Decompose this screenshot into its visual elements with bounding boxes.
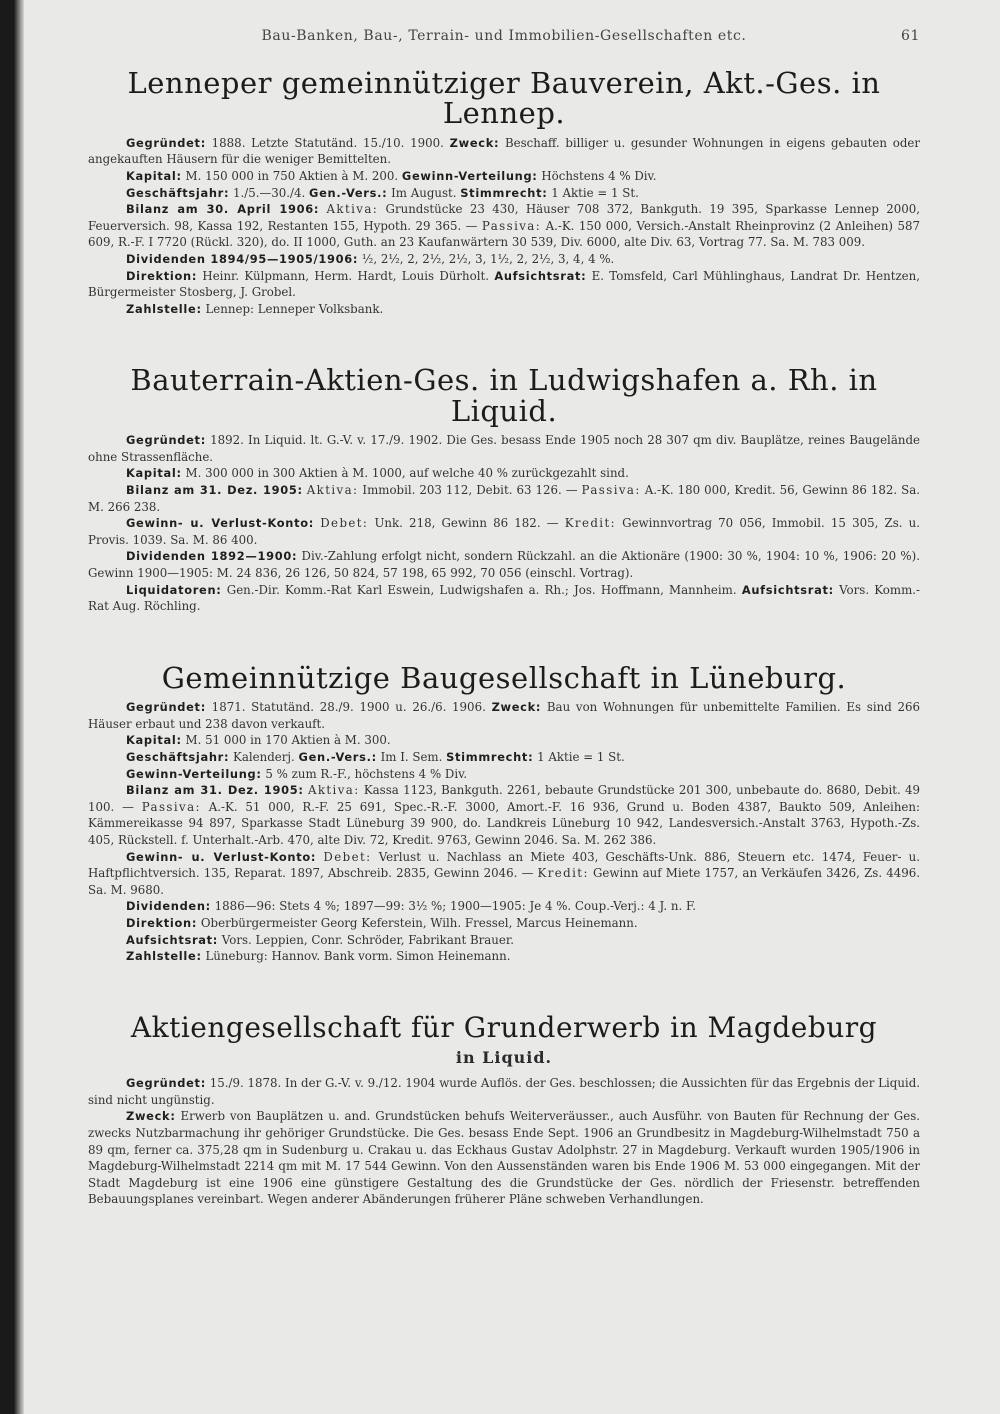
fiscal-year-text: Kalenderj. <box>229 750 299 765</box>
lueneburg-capital <box>88 732 920 749</box>
profit-loss-label: Gewinn- u. Verlust-Konto: <box>126 849 317 864</box>
founded-label: Gegründet: <box>126 1076 206 1091</box>
liabilities-text: A.-K. 51 000, R.-F. 25 691, Spec.-R.-F. 3000, Amort.-F. 16 936, Grund u. Boden 4387, Baukto 509, Anleihen: Kämmereikasse 94 897, Sparkasse Stadt Lüneburg 39 900, do. Landkreis Lüneburg 10 942, Landesversich.-Anstalt 3763, Hypoth.-Zs. 405, Rückstell. f. Unterhalt.-Arb. 470, alte Div. 72, Kredit. 9763, Gewinn 2046. Sa. M. 262 386. <box>88 799 920 847</box>
lueneburg-balance <box>88 782 920 848</box>
directors-text: Oberbürgermeister Georg Keferstein, Wilh. Fressel, Marcus Heinemann. <box>197 915 638 930</box>
voting-right-text: 1 Aktie = 1 St. <box>533 750 625 765</box>
general-meeting-label: Gen.-Vers.: <box>298 750 377 765</box>
fiscal-year-label: Geschäftsjahr: <box>126 185 230 200</box>
company-magdeburg <box>88 1010 920 1208</box>
ludwigshafen-dividends <box>88 548 920 581</box>
general-meeting-text: Im I. Sem. <box>376 750 447 765</box>
paying-agent-text: Lennep: Lenneper Volksbank. <box>201 301 384 316</box>
company-title-lennep: Lenneper gemeinnütziger Bauverein, Akt.-Ges. in Lennep. <box>127 66 881 131</box>
profit-loss-label: Gewinn- u. Verlust-Konto: <box>126 516 315 531</box>
page-number: 61 <box>900 28 920 44</box>
supervisory-board-text: Vors. Komm.-Rat Aug. Röchling. <box>88 582 920 614</box>
liabilities-word: Passiva: <box>581 483 641 498</box>
general-meeting-text: Im August. <box>387 185 461 200</box>
lennep-balance <box>88 201 920 251</box>
debit-word: Debet: <box>323 849 372 864</box>
supervisory-board-label: Aufsichtsrat: <box>494 268 587 283</box>
page-content <box>88 28 920 1256</box>
debit-text: Unk. 218, Gewinn 86 182. — <box>368 516 565 531</box>
liquidators-text: Gen.-Dir. Komm.-Rat Karl Eswein, Ludwigshafen a. Rh.; Jos. Hoffmann, Mannheim. <box>221 582 742 597</box>
paying-agent-text: Lüneburg: Hannov. Bank vorm. Simon Heinemann. <box>201 949 511 964</box>
assets-text: Grundstücke 23 430, Häuser 708 372, Bankguth. 19 395, Sparkasse Lennep 2000, Feuerversich. 98, Kassa 192, Restanten 155, Hypoth. 29 365. — <box>88 202 921 233</box>
balance-label: Bilanz am 30. April 1906: <box>126 202 320 217</box>
purpose-text: Beschaff. billiger u. gesunder Wohnungen in eigens gebauten oder angekauften Häusern für die weniger Bemittelten. <box>88 135 920 167</box>
lennep-fiscal-year <box>88 185 920 202</box>
balance-label: Bilanz am 31. Dez. 1905: <box>126 483 303 498</box>
directors-text: Heinr. Külpmann, Herm. Hardt, Louis Dürholt. <box>197 268 495 283</box>
ludwigshafen-capital <box>88 465 920 482</box>
company-lueneburg <box>88 660 921 965</box>
lueneburg-supervisory-board <box>88 932 920 949</box>
assets-word: Aktiva: <box>307 783 360 798</box>
purpose-label: Zweck: <box>449 135 500 150</box>
capital-text: M. 300 000 in 300 Aktien à M. 1000, auf welche 40 % zurückgezahlt sind. <box>181 466 629 481</box>
assets-word: Aktiva: <box>326 202 379 217</box>
general-meeting-label: Gen.-Vers.: <box>309 185 388 200</box>
dividends-text: 1886—96: Stets 4 %; 1897—99: 3½ %; 1900—1905: Je 4 %. Coup.-Verj.: 4 J. n. F. <box>210 899 697 914</box>
supervisory-board-text: Vors. Leppien, Conr. Schröder, Fabrikant Brauer. <box>218 932 514 947</box>
lueneburg-profit-distribution <box>88 766 920 783</box>
lennep-capital <box>88 168 920 185</box>
liquidators-label: Liquidatoren: <box>126 582 222 597</box>
profit-distribution-label: Gewinn-Verteilung: <box>126 766 262 781</box>
assets-word: Aktiva: <box>306 483 359 498</box>
magdeburg-purpose <box>88 1108 920 1208</box>
paying-agent-label: Zahlstelle: <box>126 949 202 964</box>
purpose-text: Bau von Wohnungen für unbemittelte Familien. Es sind 266 Häuser erbaut und 238 davon verkauft. <box>88 700 920 731</box>
capital-label: Kapital: <box>126 466 182 481</box>
profit-distribution-text: Höchstens 4 % Div. <box>537 169 657 184</box>
lueneburg-founded-purpose <box>88 699 920 732</box>
lennep-paying-agent <box>88 301 920 318</box>
page-binding-edge <box>0 0 24 1414</box>
supervisory-board-label: Aufsichtsrat: <box>126 932 219 947</box>
founded-text: 1892. In Liquid. lt. G.-V. v. 17./9. 1902. Die Ges. besass Ende 1905 noch 28 307 qm div. Bauplätze, reines Baugelände ohne Strassenfläche. <box>88 433 920 464</box>
directors-label: Direktion: <box>126 268 198 283</box>
profit-distribution-label: Gewinn-Verteilung: <box>401 169 538 184</box>
assets-text: Immobil. 203 112, Debit. 63 126. — <box>358 483 582 498</box>
liabilities-word: Passiva: <box>481 218 542 233</box>
lennep-management <box>88 268 920 301</box>
lueneburg-dividends <box>88 898 920 915</box>
debit-text: Verlust u. Nachlass an Miete 403, Geschäfts-Unk. 886, Steuern etc. 1474, Feuer- u. Haftpflichtversich. 135, Reparat. 1897, Abschreib. 2835, Gewinn 2046. — <box>88 849 921 881</box>
paying-agent-label: Zahlstelle: <box>126 301 202 316</box>
credit-text: Gewinn auf Miete 1757, an Verkäufen 3426, Zs. 4496. Sa. M. 9680. <box>88 866 920 897</box>
ludwigshafen-founded <box>88 432 920 465</box>
founded-text: 15./9. 1878. In der G.-V. v. 9./12. 1904 wurde Auflös. der Ges. beschlossen; die Aussichten für das Ergebnis der Liquid. sind nicht ungünstig. <box>88 1076 920 1107</box>
balance-label: Bilanz am 31. Dez. 1905: <box>126 783 304 798</box>
voting-right-text: 1 Aktie = 1 St. <box>547 185 639 200</box>
credit-text: Gewinnvortrag 70 056, Immobil. 15 305, Zs. u. Provis. 1039. Sa. M. 86 400. <box>88 516 921 547</box>
founded-text: 1871. Statutänd. 28./9. 1900 u. 26./6. 1906. <box>205 700 492 715</box>
voting-right-label: Stimmrecht: <box>446 750 534 765</box>
lueneburg-paying-agent <box>88 948 920 965</box>
supervisory-board-label: Aufsichtsrat: <box>741 582 834 597</box>
company-lennep <box>88 68 920 317</box>
lueneburg-profit-loss <box>88 849 920 899</box>
dividends-label: Dividenden: <box>126 899 211 914</box>
capital-text: M. 51 000 in 170 Aktien à M. 300. <box>181 733 391 748</box>
running-header <box>88 28 920 54</box>
fiscal-year-label: Geschäftsjahr: <box>126 750 230 765</box>
capital-text: M. 150 000 in 750 Aktien à M. 200. <box>181 169 402 184</box>
lennep-founded-purpose <box>88 135 920 168</box>
ludwigshafen-balance <box>88 482 920 515</box>
purpose-label: Zweck: <box>126 1109 176 1124</box>
supervisory-board-text: E. Tomsfeld, Carl Mühlinghaus, Landrat Dr. Hentzen, Bürgermeister Stosberg, J. Grobel. <box>88 268 920 300</box>
assets-text: Kassa 1123, Bankguth. 2261, bebaute Grundstücke 201 300, unbebaute do. 8680, Debit. 49 100. — <box>88 783 920 814</box>
company-ludwigshafen <box>88 365 920 614</box>
company-title-lueneburg: Gemeinnützige Baugesellschaft in Lüneburg. <box>161 660 847 695</box>
purpose-text: Erwerb von Bauplätzen u. and. Grundstücken behufs Weiterveräusser., auch Ausführ. von Bauten für Rechnung der Ges. zwecks Nutzbarmachung ihr gehöriger Grundstücke. Die Ges. besass Ende Sept. 1906 an Grundbesitz in Magdeburg-Wilhelmstadt 750 a 89 qm, ferner ca. 375,28 qm in Sudenburg u. Crakau u. das Eckhaus Gustav Adolphstr. 27 in Magdeburg. Verkauft wurden 1905/1906 in Magdeburg-Wilhelmstadt 2214 qm mit M. 17 544 Gewinn. Von den Aussenständen waren bis Ende 1906 M. 53 000 eingegangen. Mit der Stadt Magdeburg ist eine 1906 eine günstigere Gestaltung des die Grundstücke der Ges. nördlich der Friesenstr. betreffenden Bebauungsplanes vereinbart. Wegen anderer Abänderungen früherer Pläne schweben Verhandlungen. <box>88 1109 920 1207</box>
dividends-label: Dividenden 1894/95—1905/1906: <box>126 252 359 267</box>
running-head-title: Bau-Banken, Bau-, Terrain- und Immobilien-Gesellschaften etc. <box>261 28 747 44</box>
debit-word: Debet: <box>320 516 369 531</box>
purpose-label: Zweck: <box>491 700 542 715</box>
company-subtitle-magdeburg: in Liquid. <box>455 1048 553 1068</box>
capital-label: Kapital: <box>126 169 182 184</box>
company-title-ludwigshafen: Bauterrain-Aktien-Ges. in Ludwigshafen a. Rh. in Liquid. <box>130 363 878 428</box>
profit-distribution-text: 5 % zum R.-F., höchstens 4 % Div. <box>261 766 468 781</box>
ludwigshafen-profit-loss <box>88 515 920 548</box>
liabilities-word: Passiva: <box>141 799 201 814</box>
lueneburg-directors <box>88 915 920 932</box>
directors-label: Direktion: <box>126 915 198 930</box>
liabilities-text: A.-K. 180 000, Kredit. 56, Gewinn 86 182. Sa. M. 266 238. <box>88 483 921 514</box>
fiscal-year-text: 1./5.—30./4. <box>229 185 310 200</box>
founded-text: 1888. Letzte Statutänd. 15./10. 1900. <box>205 135 450 150</box>
founded-label: Gegründet: <box>126 700 206 715</box>
credit-word: Kredit: <box>537 866 589 881</box>
credit-word: Kredit: <box>564 516 616 531</box>
founded-label: Gegründet: <box>126 135 206 150</box>
dividends-text: Div.-Zahlung erfolgt nicht, sondern Rückzahl. an die Aktionäre (1900: 30 %, 1904: 10 %, 1906: 20 %). Gewinn 1900—1905: M. 24 836, 26 126, 50 824, 57 198, 65 992, 70 056 (einschl. Vortrag). <box>88 549 920 581</box>
company-title-magdeburg: Aktiengesellschaft für Grunderwerb in Magdeburg <box>130 1010 878 1044</box>
lueneburg-fiscal-year <box>88 749 920 766</box>
magdeburg-founded <box>88 1075 920 1108</box>
dividends-text: ½, 2½, 2, 2½, 2½, 3, 1½, 2, 2½, 3, 4, 4 %. <box>358 252 615 267</box>
voting-right-label: Stimmrecht: <box>460 185 548 200</box>
founded-label: Gegründet: <box>126 433 206 448</box>
ludwigshafen-liquidators <box>88 582 920 615</box>
lennep-dividends <box>88 251 920 268</box>
liabilities-text: A.-K. 150 000, Versich.-Anstalt Rheinprovinz (2 Anleihen) 587 609, R.-F. I 7720 (Rückl. 320), do. II 1000, Guth. an 23 Kaufanwärtern 30 539, Div. 6000, alte Div. 63, Vortrag 77. Sa. M. 783 009. <box>88 218 920 250</box>
capital-label: Kapital: <box>126 733 182 748</box>
dividends-label: Dividenden 1892—1900: <box>126 549 298 564</box>
